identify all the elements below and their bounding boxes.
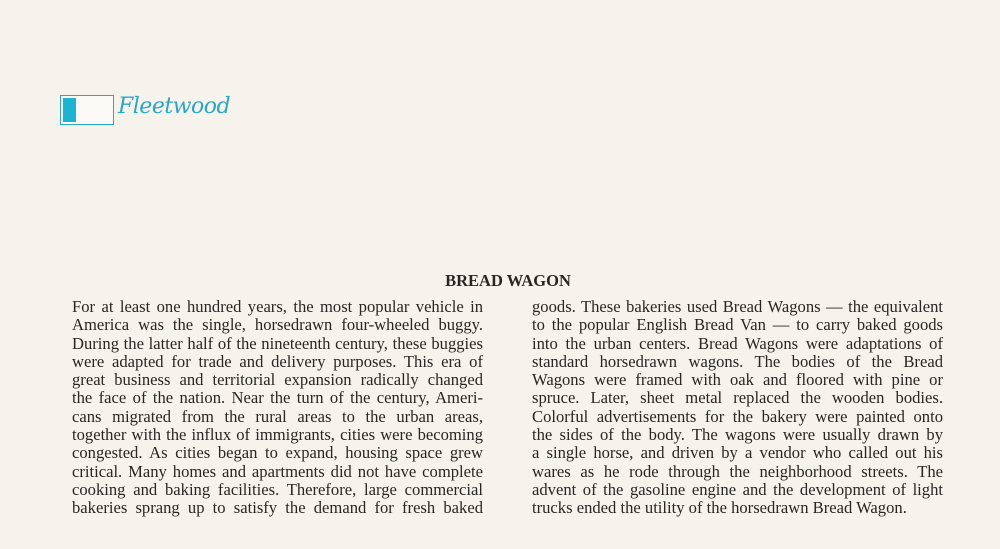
text-column-right (532, 298, 943, 518)
text-line: a single horse, and driven by a vendor who called out his (532, 443, 943, 463)
text-line: For at least one hundred years, the most popular vehicle in (72, 297, 483, 316)
text-line: spruce. Later, sheet metal replaced the wooden bodies. (532, 388, 943, 408)
text-line: the face of the nation. Near the turn of the century, Ameri- (72, 388, 483, 408)
text-line: During the latter half of the nineteenth century, these buggies (72, 333, 483, 353)
text-line: goods. These bakeries used Bread Wagons — the equivalent (532, 297, 943, 316)
text-line: standard horsedrawn wagons. The bodies of the Bread (532, 351, 943, 371)
text-line: Wagons were framed with oak and floored with pine or (532, 370, 943, 390)
text-line: cans migrated from the rural areas to the urban areas, (72, 406, 483, 426)
text-line: critical. Many homes and apartments did not have complete (72, 461, 483, 481)
text-line: were adapted for trade and delivery purposes. This era of (72, 351, 483, 371)
brand-logo-box (60, 95, 114, 125)
text-line: the sides of the body. The wagons were usually drawn by (532, 425, 943, 445)
text-line: to the popular English Bread Van — to carry baked goods (532, 315, 943, 335)
text-line: congested. As cities began to expand, housing space grew (72, 443, 483, 463)
text-line: wares as he rode through the neighborhood streets. The (532, 461, 943, 481)
brand-logo-fill (63, 98, 76, 122)
article-title: BREAD WAGON (445, 271, 571, 290)
text-line: trucks ended the utility of the horsedrawn Bread Wagon. (532, 498, 907, 518)
text-line: advent of the gasoline engine and the development of light (532, 479, 943, 499)
text-line: bakeries sprang up to satisfy the demand for fresh baked (72, 498, 483, 518)
text-line: America was the single, horsedrawn four-wheeled buggy. (72, 315, 483, 335)
text-line: together with the influx of immigrants, cities were becoming (72, 425, 483, 445)
text-line: great business and territorial expansion radically changed (72, 370, 483, 390)
text-line: cooking and baking facilities. Therefore, large commercial (72, 479, 483, 499)
text-column-left (72, 298, 483, 518)
text-line: into the urban centers. Bread Wagons were adaptations of (532, 333, 943, 353)
brand-logo-text: Fleetwood (118, 94, 231, 119)
text-line: Colorful advertisements for the bakery were painted onto (532, 406, 943, 426)
